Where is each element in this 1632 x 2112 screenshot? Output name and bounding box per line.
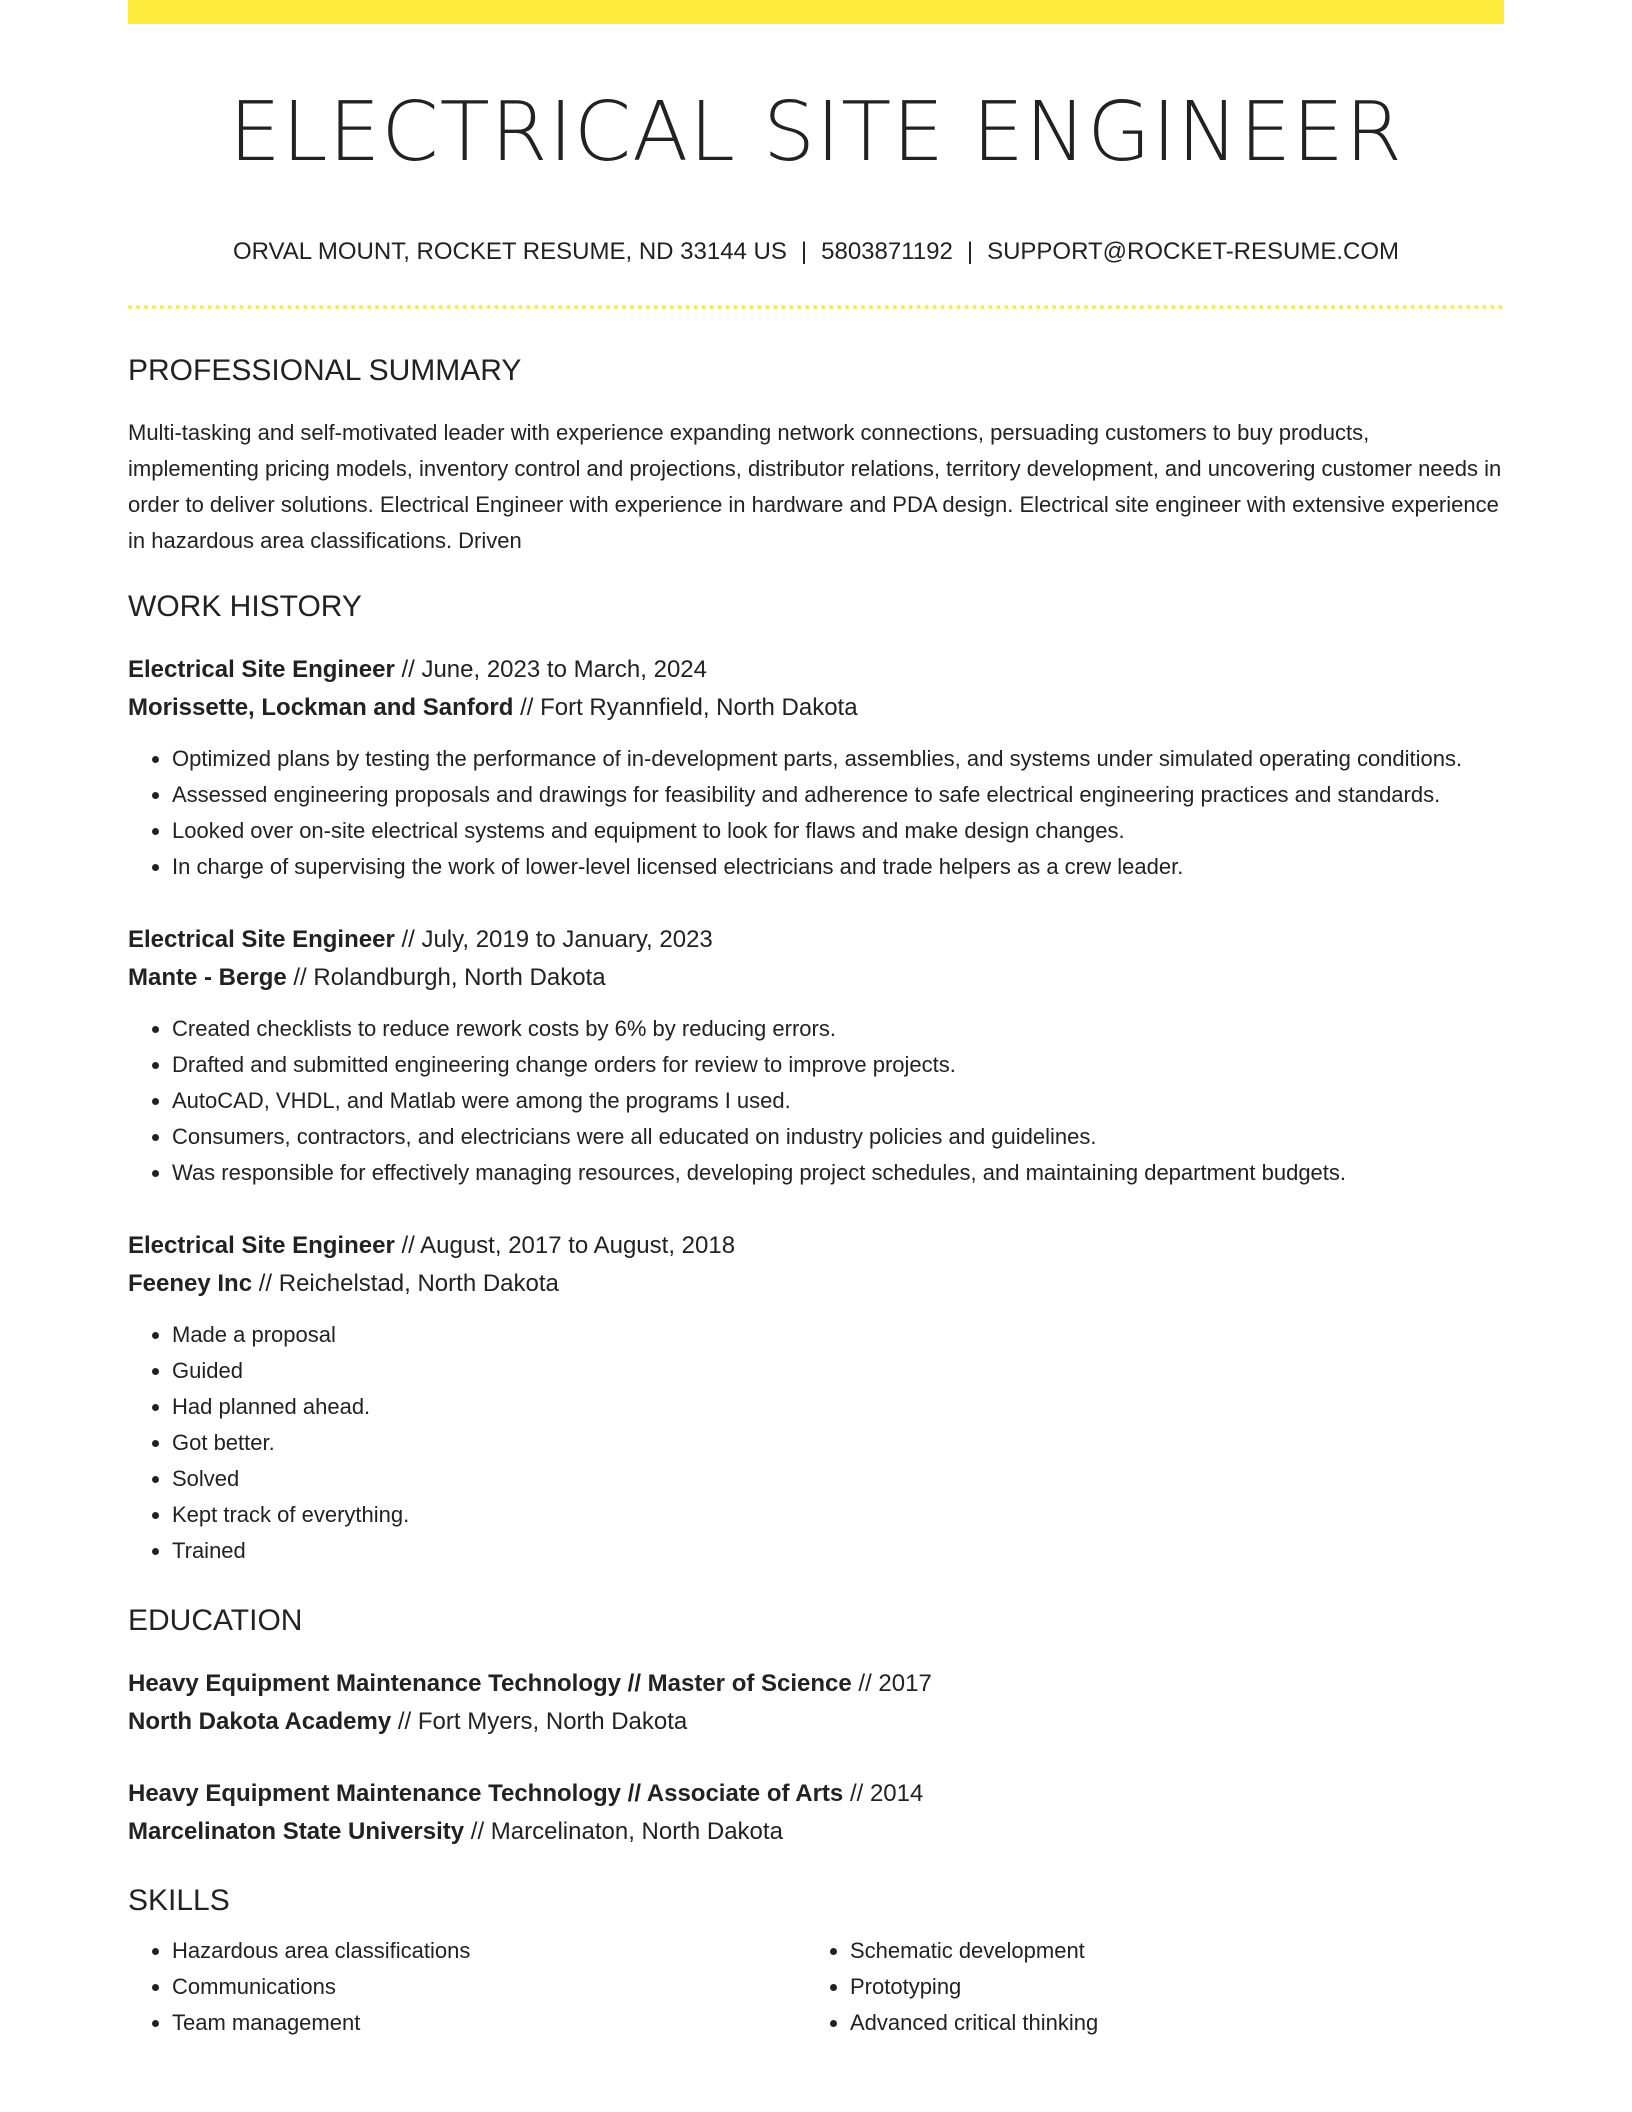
education-degree: Heavy Equipment Maintenance Technology // Master of Science xyxy=(128,1670,852,1698)
job-dates: // July, 2019 to January, 2023 xyxy=(401,926,713,954)
education-school: North Dakota Academy xyxy=(128,1708,392,1736)
job-bullet: • In charge of supervising the work of lower-level licensed electricians and trade helpers as a crew leader. xyxy=(172,849,1504,885)
job-title: Electrical Site Engineer xyxy=(128,926,395,954)
summary-heading: PROFESSIONAL SUMMARY xyxy=(128,354,522,388)
job-bullet: • Had planned ahead. xyxy=(172,1389,1504,1425)
skills-column-right xyxy=(806,1933,1484,2041)
contact-email: SUPPORT@ROCKET-RESUME.COM xyxy=(987,238,1400,266)
job-title-line xyxy=(128,651,1504,689)
job-company: Feeney Inc xyxy=(128,1270,253,1298)
job-location: // Reichelstad, North Dakota xyxy=(258,1270,559,1298)
education-year: // 2014 xyxy=(849,1780,924,1808)
job-bullet: • AutoCAD, VHDL, and Matlab were among the programs I used. xyxy=(172,1083,1504,1119)
education-school: Marcelinaton State University xyxy=(128,1818,465,1846)
dotted-divider xyxy=(128,305,1504,309)
job-company: Mante - Berge xyxy=(128,964,287,992)
contact-separator: | xyxy=(966,238,974,266)
job-bullet: • Optimized plans by testing the performance of in-development parts, assemblies, and systems under simulated operating conditions. xyxy=(172,741,1504,777)
education-heading: EDUCATION xyxy=(128,1604,303,1638)
job-company-line xyxy=(128,689,1504,727)
job-bullet: • Assessed engineering proposals and drawings for feasibility and adherence to safe electrical engineering practices and standards. xyxy=(172,777,1504,813)
skills-column-left xyxy=(128,1933,806,2041)
skill-item: • Prototyping xyxy=(850,1969,1484,2005)
skills-grid xyxy=(128,1933,1504,2041)
job-title-line xyxy=(128,921,1504,959)
job-bullets xyxy=(128,1011,1504,1191)
education-degree: Heavy Equipment Maintenance Technology // Associate of Arts xyxy=(128,1780,844,1808)
job-bullets xyxy=(128,741,1504,885)
job-bullet: • Guided xyxy=(172,1353,1504,1389)
job-bullet: • Trained xyxy=(172,1533,1504,1569)
job-dates: // August, 2017 to August, 2018 xyxy=(401,1232,736,1260)
job-location: // Fort Ryannfield, North Dakota xyxy=(520,694,858,722)
job-bullet: • Made a proposal xyxy=(172,1317,1504,1353)
education-entry xyxy=(128,1775,1504,1851)
education-school-line xyxy=(128,1703,1504,1741)
job-bullets xyxy=(128,1317,1504,1569)
resume-title: ELECTRICAL SITE ENGINEER xyxy=(229,85,1403,180)
job-bullet: • Was responsible for effectively managing resources, developing project schedules, and maintaining department budgets. xyxy=(172,1155,1504,1191)
job-company-line xyxy=(128,959,1504,997)
job-company: Morissette, Lockman and Sanford xyxy=(128,694,514,722)
education-degree-line xyxy=(128,1665,1504,1703)
contact-separator: | xyxy=(800,238,808,266)
skill-item: • Hazardous area classifications xyxy=(172,1933,806,1969)
job-location: // Rolandburgh, North Dakota xyxy=(293,964,606,992)
contact-phone: 5803871192 xyxy=(821,238,953,266)
job-entry xyxy=(128,1227,1504,1569)
accent-bar xyxy=(128,0,1504,24)
education-degree-line xyxy=(128,1775,1504,1813)
contact-address: ORVAL MOUNT, ROCKET RESUME, ND 33144 US xyxy=(232,238,787,266)
job-bullet: • Drafted and submitted engineering change orders for review to improve projects. xyxy=(172,1047,1504,1083)
job-entry xyxy=(128,921,1504,1191)
resume-page xyxy=(128,0,1504,2041)
education-school-line xyxy=(128,1813,1504,1851)
summary-text: Multi-tasking and self-motivated leader with experience expanding network connections, persuading customers to buy products, implementing pricing models, inventory control and projections, distributor relations, territory development, and uncovering customer needs in order to deliver solutions. Electrical Engineer with experience in hardware and PDA design. Electrical site engineer with extensive experience in hazardous area classifications. Driven xyxy=(128,420,1502,554)
skill-item: • Schematic development xyxy=(850,1933,1484,1969)
job-company-line xyxy=(128,1265,1504,1303)
education-entry xyxy=(128,1665,1504,1741)
skill-item: • Team management xyxy=(172,2005,806,2041)
job-bullet: • Got better. xyxy=(172,1425,1504,1461)
skill-item: • Advanced critical thinking xyxy=(850,2005,1484,2041)
job-entry xyxy=(128,651,1504,885)
job-title-line xyxy=(128,1227,1504,1265)
job-title: Electrical Site Engineer xyxy=(128,1232,395,1260)
skill-item: • Communications xyxy=(172,1969,806,2005)
job-bullet: • Solved xyxy=(172,1461,1504,1497)
job-bullet: • Kept track of everything. xyxy=(172,1497,1504,1533)
contact-line xyxy=(128,238,1504,267)
job-bullet: • Looked over on-site electrical systems and equipment to look for flaws and make design changes. xyxy=(172,813,1504,849)
education-location: // Marcelinaton, North Dakota xyxy=(470,1818,783,1846)
job-bullet: • Consumers, contractors, and electricians were all educated on industry policies and guidelines. xyxy=(172,1119,1504,1155)
job-dates: // June, 2023 to March, 2024 xyxy=(401,656,707,684)
education-year: // 2017 xyxy=(858,1670,932,1698)
skills-heading: SKILLS xyxy=(128,1884,230,1918)
work-history-heading: WORK HISTORY xyxy=(128,590,362,624)
job-title: Electrical Site Engineer xyxy=(128,656,395,684)
job-bullet: • Created checklists to reduce rework costs by 6% by reducing errors. xyxy=(172,1011,1504,1047)
education-location: // Fort Myers, North Dakota xyxy=(397,1708,688,1736)
